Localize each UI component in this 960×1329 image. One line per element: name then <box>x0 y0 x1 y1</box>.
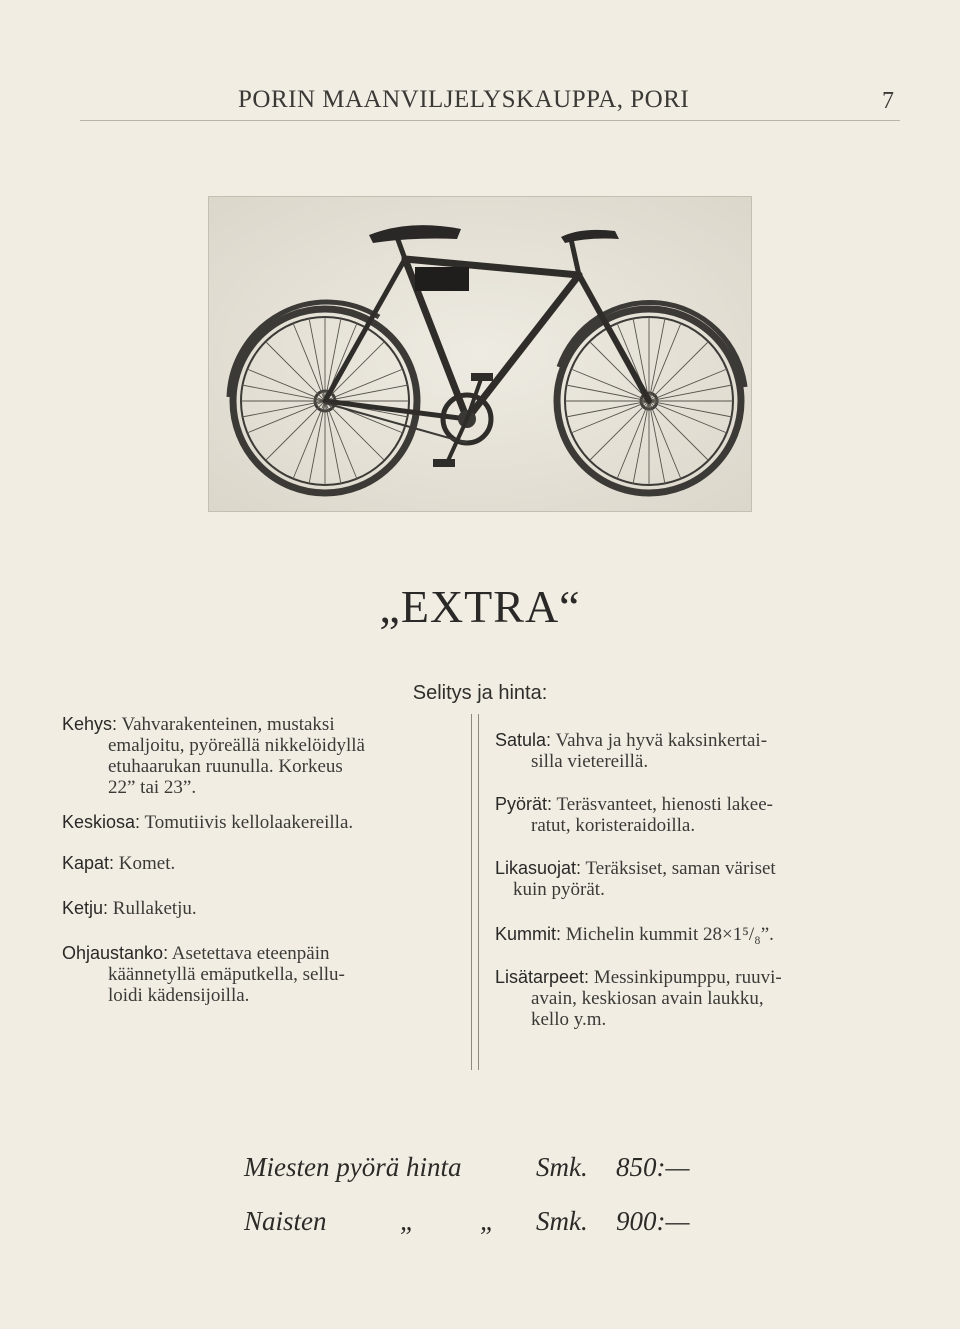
spec-term: Ohjaustanko: <box>62 943 169 963</box>
spec-text: 22” tai 23”. <box>108 777 197 798</box>
header-rule <box>80 120 900 121</box>
spec-entry-kehys <box>62 714 464 798</box>
price-amount: 850:— <box>616 1152 690 1182</box>
spec-entry-kapat <box>62 853 464 874</box>
spec-entry-likasuojat <box>495 858 895 900</box>
spec-text: avain, keskiosan avain laukku, <box>531 988 764 1009</box>
price-currency: Smk. <box>536 1206 588 1236</box>
page-number: 7 <box>882 88 894 114</box>
spec-text: Teräksiset, saman väriset <box>585 858 776 879</box>
spec-term: Pyörät: <box>495 794 553 814</box>
tool-bag <box>415 267 469 291</box>
price-amount: 900:— <box>616 1206 690 1236</box>
page-header-title: PORIN MAANVILJELYSKAUPPA, PORI <box>238 86 690 113</box>
specs-right-column <box>495 730 895 1044</box>
spec-text: ratut, koristeraidoilla. <box>531 815 696 836</box>
spec-term: Lisätarpeet: <box>495 967 590 987</box>
model-name: „EXTRA“ <box>379 581 581 632</box>
spec-text: Komet. <box>118 853 176 874</box>
spec-text: kello y.m. <box>531 1009 607 1030</box>
spec-term: Keskiosa: <box>62 812 141 832</box>
spec-entry-keskiosa <box>62 812 464 833</box>
bicycle-illustration <box>209 197 751 511</box>
spec-text: Tomutiivis kellolaakereilla. <box>144 812 354 833</box>
spec-text: Rullaketju. <box>112 898 197 919</box>
spec-text: Vahvarakenteinen, mustaksi <box>121 714 335 735</box>
spec-text: loidi kädensijoilla. <box>108 985 250 1006</box>
spec-entry-lisatarpeet <box>495 967 895 1030</box>
spec-term: Kapat: <box>62 853 115 873</box>
spec-text: käännetyllä emäputkella, sellu- <box>108 964 345 985</box>
bicycle-photo <box>208 196 752 512</box>
spec-term: Satula: <box>495 730 552 750</box>
spec-text: Vahva ja hyvä kaksinkertai- <box>555 730 768 751</box>
spec-term: Kummit: <box>495 924 562 944</box>
ditto-mark: „ <box>480 1206 496 1236</box>
spec-entry-ohjaustanko <box>62 943 464 1006</box>
spec-term: Likasuojat: <box>495 858 582 878</box>
spec-text: etuhaarukan ruunulla. Korkeus <box>108 756 343 777</box>
spec-term: Kehys: <box>62 714 118 734</box>
spec-text: Asetettava eteenpäin <box>171 943 330 964</box>
spec-text: Messinkipumppu, ruuvi- <box>593 967 782 988</box>
spec-term: Ketju: <box>62 898 109 918</box>
price-label: Naisten <box>244 1206 327 1236</box>
spec-text: silla vietereillä. <box>531 751 649 772</box>
specs-left-column <box>62 714 464 1020</box>
spec-text: emaljoitu, pyöreällä nikkelöidyllä <box>108 735 365 756</box>
spec-text: kuin pyörät. <box>513 879 605 900</box>
price-label: Miesten pyörä hinta <box>244 1152 462 1182</box>
spec-entry-ketju <box>62 898 464 919</box>
page-header <box>0 82 960 122</box>
spec-entry-pyorat <box>495 794 895 836</box>
price-currency: Smk. <box>536 1152 588 1182</box>
spec-text: Michelin kummit 28×1⁵/₈”. <box>565 924 774 945</box>
column-divider <box>471 714 479 1070</box>
spec-text: Teräsvanteet, hienosti lakee- <box>556 794 773 815</box>
spec-entry-kummit <box>495 924 895 945</box>
spec-entry-satula <box>495 730 895 772</box>
ditto-mark: „ <box>400 1206 416 1236</box>
section-subtitle: Selitys ja hinta: <box>412 682 548 704</box>
